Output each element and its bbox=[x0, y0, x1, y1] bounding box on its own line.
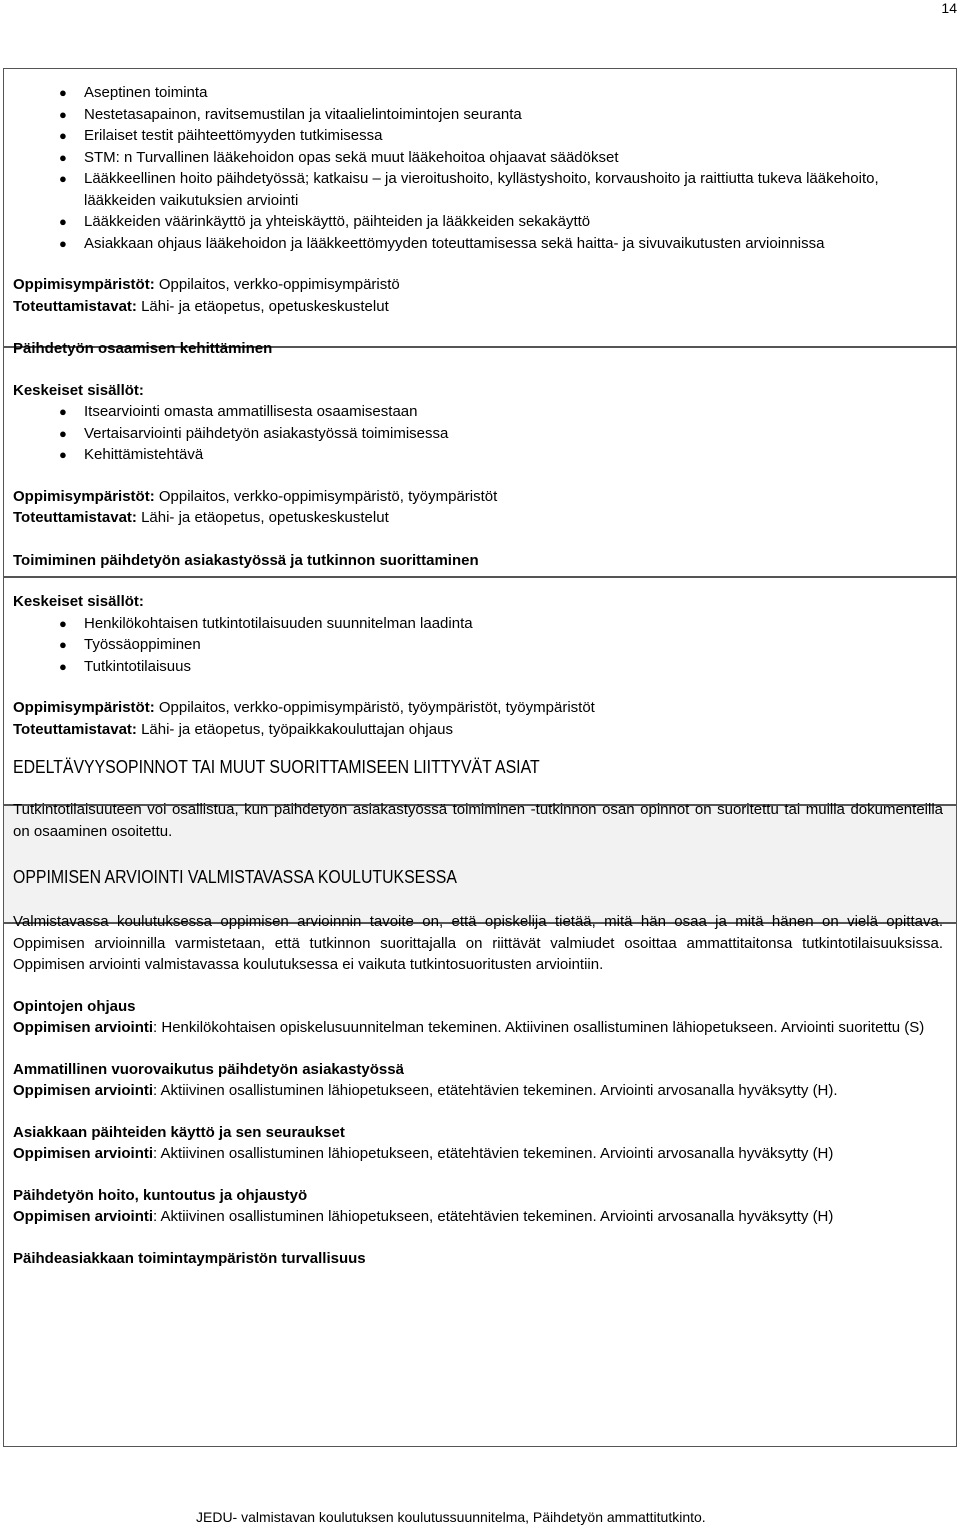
list-item: ● Itsearviointi omasta ammatillisesta osaamisestaan bbox=[13, 401, 943, 423]
assessment-item bbox=[13, 1248, 943, 1270]
bullet-icon: ● bbox=[59, 85, 67, 100]
bullet-icon: ● bbox=[59, 128, 67, 143]
assessment-item-text: Oppimisen arviointi: Aktiivinen osallistuminen lähiopetukseen, etätehtävien tekeminen. Arviointi arvosanalla hyväksytty (H). bbox=[13, 1082, 838, 1099]
assessment-item bbox=[13, 1122, 943, 1165]
implementation-methods: Toteuttamistavat: Lähi- ja etäopetus, opetuskeskustelut bbox=[13, 509, 389, 526]
list-item: ● Henkilökohtaisen tutkintotilaisuuden suunnitelman laadinta bbox=[13, 613, 943, 635]
bullet-icon: ● bbox=[59, 106, 67, 122]
assessment-item bbox=[13, 996, 943, 1039]
list-item: ● Erilaiset testit päihteettömyyden tutkimisessa bbox=[13, 125, 943, 147]
content-list-competence bbox=[13, 401, 943, 466]
bullet-icon: ● bbox=[59, 425, 67, 441]
list-item: ● Tutkintotilaisuus bbox=[13, 656, 943, 678]
list-item: ● STM: n Turvallinen lääkehoidon opas sekä muut lääkehoitoa ohjaavat säädökset bbox=[13, 147, 943, 169]
key-contents-label: Keskeiset sisällöt: bbox=[13, 381, 144, 399]
assessment-item-text: Oppimisen arviointi: Aktiivinen osallistuminen lähiopetukseen, etätehtävien tekeminen. Arviointi arvosanalla hyväksytty (H) bbox=[13, 1208, 834, 1225]
bullet-icon: ● bbox=[59, 447, 67, 462]
bullet-icon: ● bbox=[59, 149, 67, 165]
learning-environments: Oppimisympäristöt: Oppilaitos, verkko-oppimisympäristö bbox=[13, 276, 400, 293]
list-item: ● Aseptinen toiminta bbox=[13, 82, 943, 104]
assessment-item-title: Ammatillinen vuorovaikutus päihdetyön asiakastyössä bbox=[13, 1060, 404, 1078]
page-footer: JEDU- valmistavan koulutuksen koulutussuunnitelma, Päihdetyön ammattitutkinto. bbox=[196, 1509, 706, 1525]
page-number: 14 bbox=[941, 0, 957, 16]
bullet-icon: ● bbox=[59, 235, 67, 251]
assessment-intro: Valmistavassa koulutuksessa oppimisen arvioinnin tavoite on, että opiskelija tietää, mitä hän osaa ja mitä hänen on vielä opittava. Oppimisen arvioinnilla varmistetaan, että tutkinnon suorittajalla on riittävät valmiudet osoittaa ammattitaitonsa tutkintotilaisuuksissa. Oppimisen arviointi valmistavassa koulutuksessa ei vaikuta tutkintosuoritusten arviointiin. bbox=[13, 913, 943, 973]
bullet-icon: ● bbox=[59, 171, 67, 186]
learning-environments: Oppimisympäristöt: Oppilaitos, verkko-oppimisympäristö, työympäristöt, työympäristöt bbox=[13, 699, 595, 716]
prerequisites-text: Tutkintotilaisuuteen voi osallistua, kun päihdetyön asiakastyössä toimiminen -tutkinnon osan opinnot on suoritettu tai muilla dokumenteilla on osaaminen osoitettu. bbox=[13, 801, 943, 840]
implementation-methods: Toteuttamistavat: Lähi- ja etäopetus, työpaikkakouluttajan ohjaus bbox=[13, 720, 453, 738]
heading-assessment: OPPIMISEN ARVIOINTI VALMISTAVASSA KOULUTUKSESSA bbox=[13, 867, 457, 887]
assessment-item bbox=[13, 1059, 943, 1102]
assessment-item-title: Asiakkaan päihteiden käyttö ja sen seuraukset bbox=[13, 1123, 345, 1141]
bullet-icon: ● bbox=[59, 658, 67, 674]
implementation-methods: Toteuttamistavat: Lähi- ja etäopetus, opetuskeskustelut bbox=[13, 297, 389, 315]
bullet-icon: ● bbox=[59, 615, 67, 631]
bullet-icon: ● bbox=[59, 214, 67, 229]
list-item: ● Nestetasapainon, ravitsemustilan ja vitaalielintoimintojen seuranta bbox=[13, 104, 943, 126]
key-contents-label: Keskeiset sisällöt: bbox=[13, 593, 144, 610]
list-item: ● Asiakkaan ohjaus lääkehoidon ja lääkkeettömyyden toteuttamisessa sekä haitta- ja sivuvaikutusten arvioinnissa bbox=[13, 233, 943, 255]
assessment-item-title: Päihdeasiakkaan toimintaympäristön turvallisuus bbox=[13, 1249, 366, 1267]
list-item: ● Vertaisarviointi päihdetyön asiakastyössä toimimisessa bbox=[13, 423, 943, 445]
bullet-icon: ● bbox=[59, 637, 67, 652]
assessment-item-title: Opintojen ohjaus bbox=[13, 997, 136, 1015]
learning-environments: Oppimisympäristöt: Oppilaitos, verkko-oppimisympäristö, työympäristöt bbox=[13, 487, 498, 505]
list-item: ● Kehittämistehtävä bbox=[13, 444, 943, 466]
section-title-client-work: Toimiminen päihdetyön asiakastyössä ja tutkinnon suorittaminen bbox=[13, 551, 479, 569]
list-item: ● Lääkkeiden väärinkäyttö ja yhteiskäyttö, päihteiden ja lääkkeiden sekakäyttö bbox=[13, 211, 943, 233]
assessment-item-text: Oppimisen arviointi: Aktiivinen osallistuminen lähiopetukseen, etätehtävien tekeminen. Arviointi arvosanalla hyväksytty (H) bbox=[13, 1145, 834, 1162]
assessment-item bbox=[13, 1185, 943, 1228]
list-item: ● Lääkkeellinen hoito päihdetyössä; katkaisu – ja vieroitushoito, kyllästyshoito, korvaushoito ja raittiutta tukeva lääkehoito, lääkkeiden vaikutuksien arviointi bbox=[59, 170, 879, 209]
content-list-medication bbox=[13, 82, 943, 254]
document-body bbox=[13, 82, 943, 1269]
assessment-item-text: Oppimisen arviointi: Henkilökohtaisen opiskelusuunnitelman tekeminen. Aktiivinen osallistuminen lähiopetukseen. Arviointi suoritettu (S) bbox=[13, 1019, 925, 1036]
section-title-competence-development: Päihdetyön osaamisen kehittäminen bbox=[13, 340, 273, 357]
list-item: ● Työssäoppiminen bbox=[13, 634, 943, 656]
heading-prerequisites: EDELTÄVYYSOPINNOT TAI MUUT SUORITTAMISEEN LIITTYVÄT ASIAT bbox=[13, 757, 540, 777]
bullet-icon: ● bbox=[59, 404, 67, 419]
assessment-item-title: Päihdetyön hoito, kuntoutus ja ohjaustyö bbox=[13, 1186, 308, 1204]
content-list-client-work bbox=[13, 613, 943, 678]
